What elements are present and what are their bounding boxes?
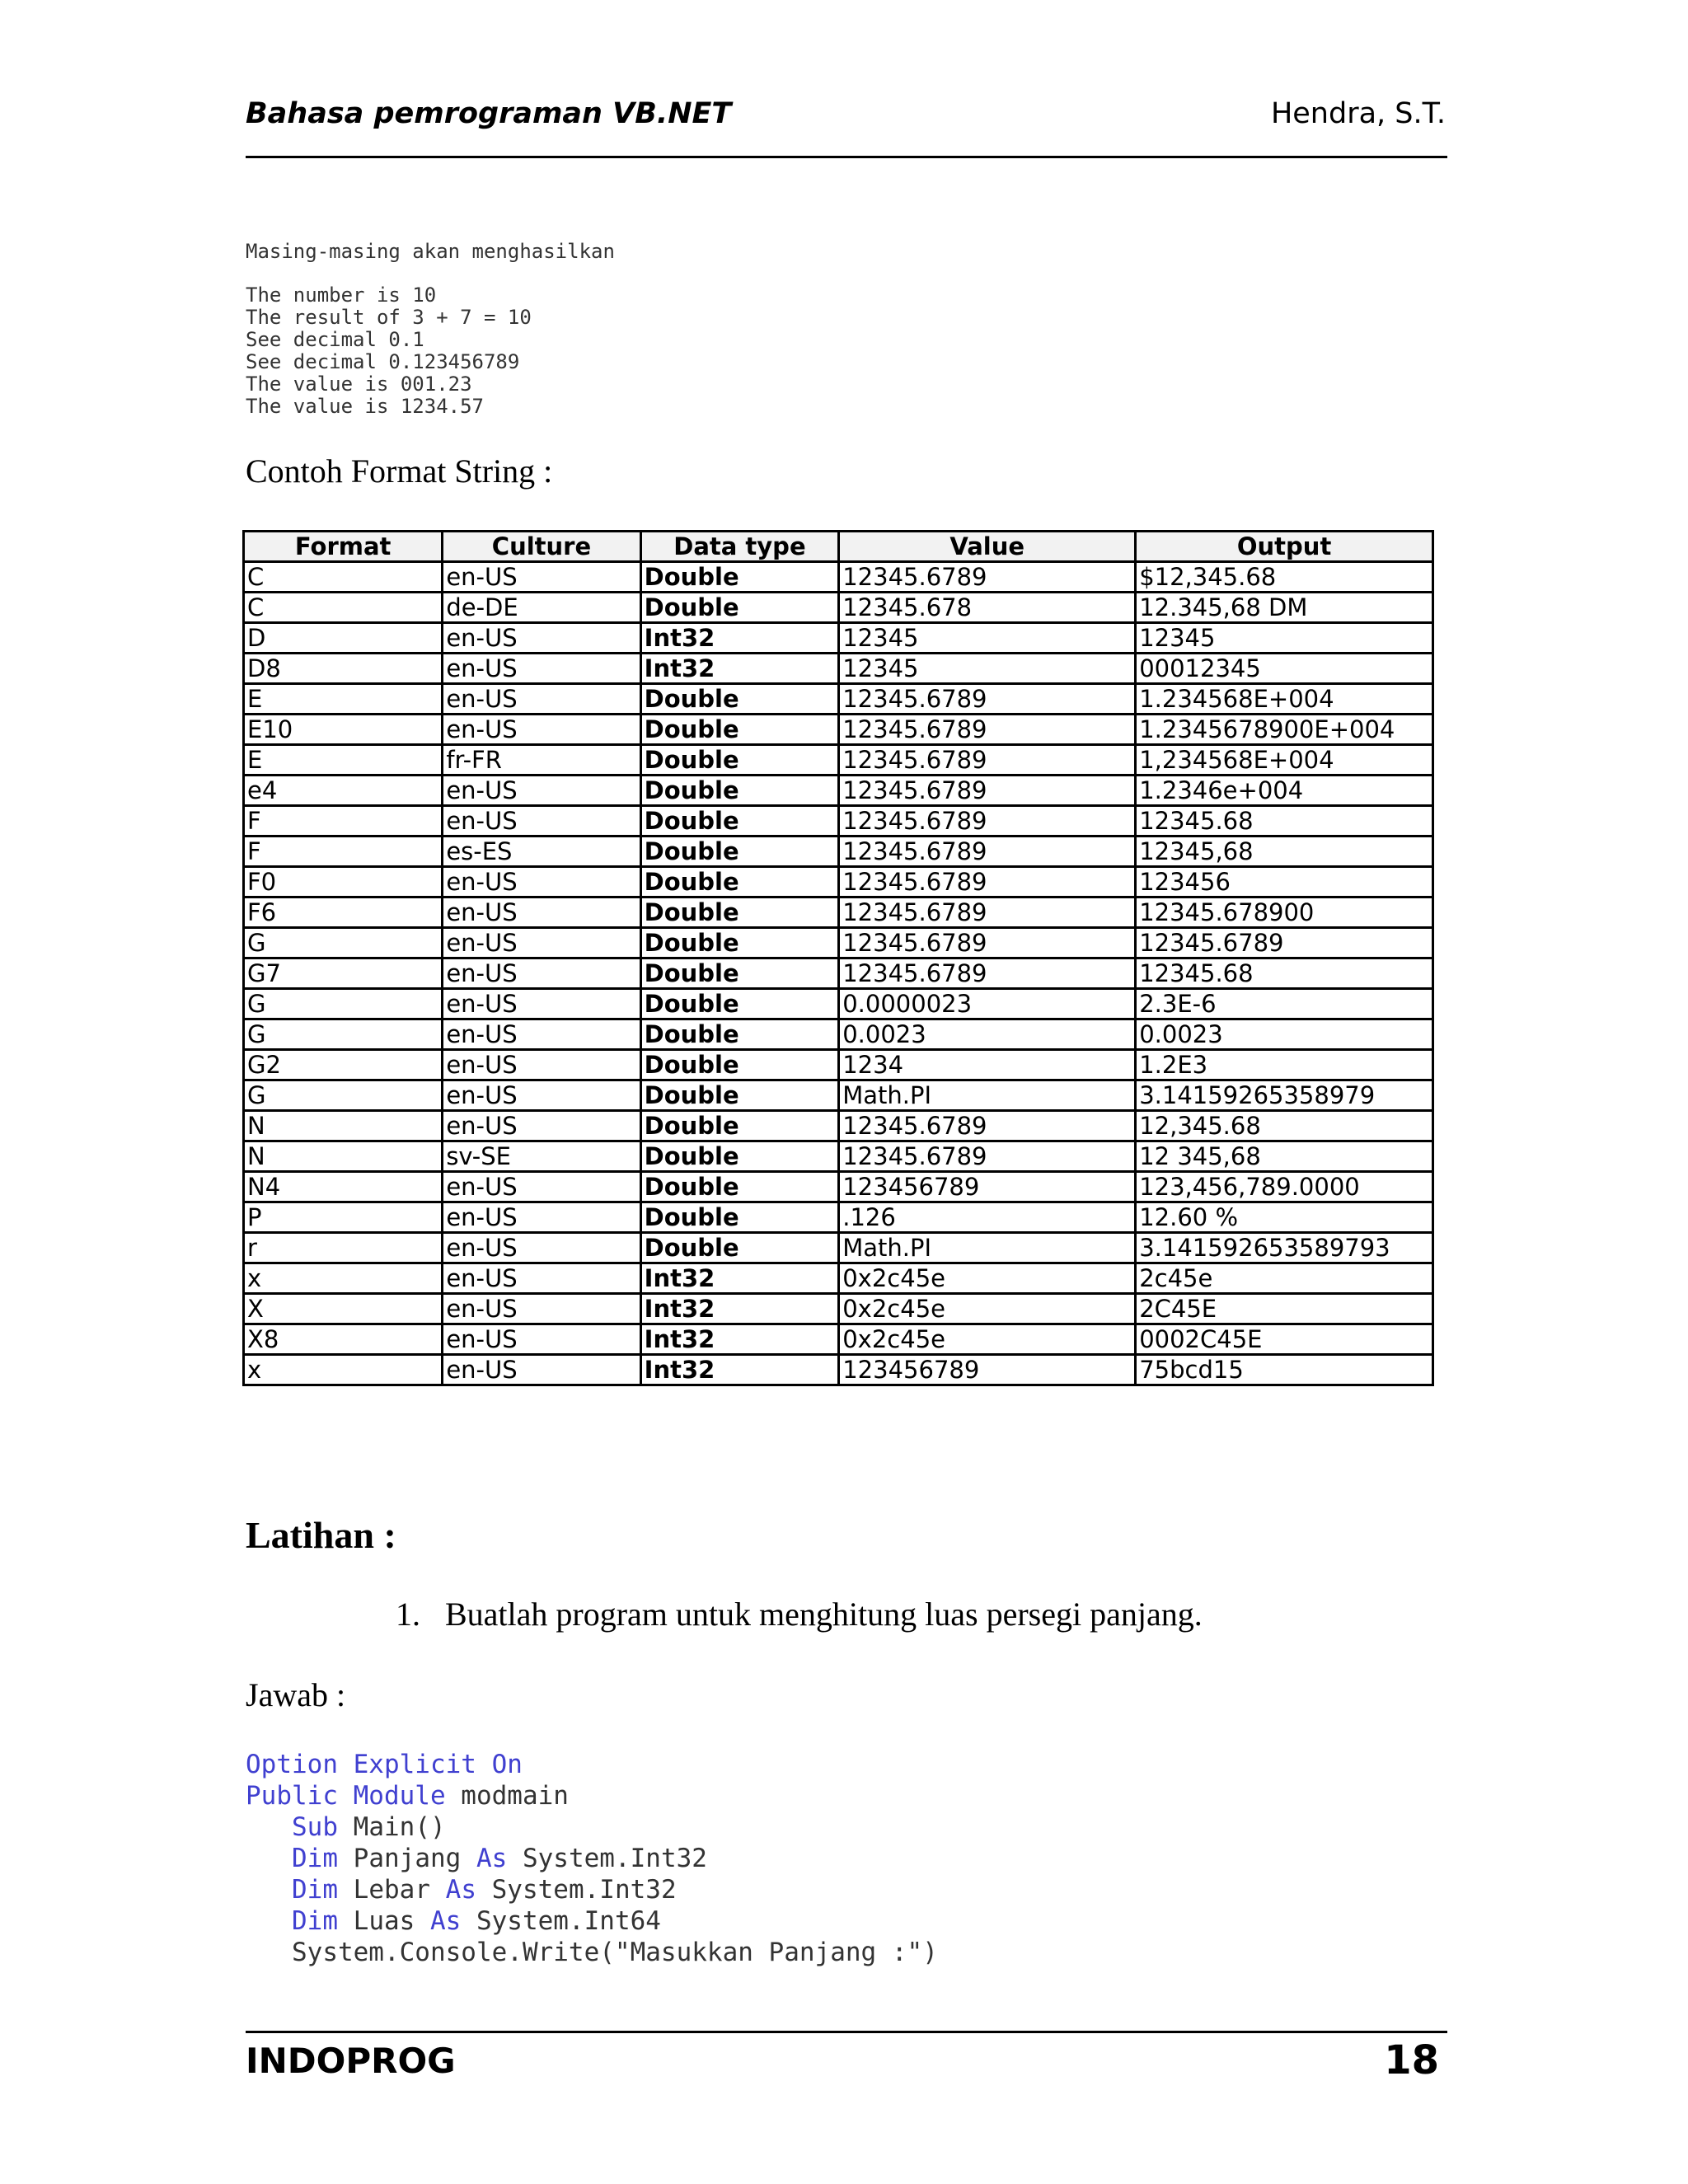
exercise-heading: Latihan : <box>246 1514 396 1556</box>
culture-cell: en-US <box>443 1050 640 1080</box>
table-row <box>244 684 1433 715</box>
culture-cell: en-US <box>443 1080 640 1111</box>
format-cell: X8 <box>244 1324 443 1355</box>
data-type-cell: Double <box>640 1050 839 1080</box>
table-row <box>244 989 1433 1019</box>
data-type-cell: Double <box>640 1080 839 1111</box>
output-cell: 123,456,789.0000 <box>1136 1172 1433 1202</box>
code-line <box>246 1874 938 1905</box>
output-line: The value is 1234.57 <box>246 395 484 418</box>
table-row <box>244 837 1433 867</box>
value-cell: 0x2c45e <box>839 1324 1136 1355</box>
code-text <box>246 1875 292 1905</box>
value-cell: 12345.6789 <box>839 1111 1136 1141</box>
table-row <box>244 1233 1433 1263</box>
output-cell: 3.14159265358979 <box>1136 1080 1433 1111</box>
value-cell: 12345.6789 <box>839 715 1136 745</box>
culture-cell: en-US <box>443 806 640 837</box>
value-cell: 12345.6789 <box>839 562 1136 593</box>
code-text: Main() <box>338 1812 446 1842</box>
format-cell: E <box>244 745 443 776</box>
output-line: The result of 3 + 7 = 10 <box>246 306 532 329</box>
data-type-cell: Int32 <box>640 1355 839 1385</box>
footer-publisher: INDOPROG <box>246 2041 456 2081</box>
value-cell: 12345.6789 <box>839 776 1136 806</box>
table-row <box>244 1172 1433 1202</box>
culture-cell: en-US <box>443 623 640 654</box>
output-cell: 1.234568E+004 <box>1136 684 1433 715</box>
table-row <box>244 806 1433 837</box>
output-cell: 12,345.68 <box>1136 1111 1433 1141</box>
column-header: Data type <box>640 532 839 562</box>
format-cell: P <box>244 1202 443 1233</box>
data-type-cell: Int32 <box>640 1324 839 1355</box>
output-cell: 12345,68 <box>1136 837 1433 867</box>
table-body <box>244 562 1433 1385</box>
output-cell: 12345.678900 <box>1136 898 1433 928</box>
data-type-cell: Double <box>640 958 839 989</box>
exercise-number: 1. <box>396 1596 420 1633</box>
format-cell: F <box>244 806 443 837</box>
table-row <box>244 1111 1433 1141</box>
data-type-cell: Double <box>640 593 839 623</box>
format-cell: N <box>244 1141 443 1172</box>
data-type-cell: Double <box>640 562 839 593</box>
format-string-table <box>242 530 1434 1386</box>
code-keyword: As <box>429 1906 462 1936</box>
data-type-cell: Int32 <box>640 1294 839 1324</box>
culture-cell: en-US <box>443 776 640 806</box>
culture-cell: en-US <box>443 867 640 898</box>
culture-cell: es-ES <box>443 837 640 867</box>
output-cell: 12345.68 <box>1136 806 1433 837</box>
output-cell: 1,234568E+004 <box>1136 745 1433 776</box>
table-row <box>244 1202 1433 1233</box>
intro-text: Masing-masing akan menghasilkan <box>246 240 615 263</box>
output-line: See decimal 0.1 <box>246 328 424 351</box>
code-keyword: As <box>476 1844 508 1873</box>
format-cell: F <box>244 837 443 867</box>
value-cell: Math.PI <box>839 1233 1136 1263</box>
output-cell: 1.2E3 <box>1136 1050 1433 1080</box>
culture-cell: en-US <box>443 562 640 593</box>
data-type-cell: Double <box>640 745 839 776</box>
output-cell: 12345 <box>1136 623 1433 654</box>
column-header: Format <box>244 532 443 562</box>
output-cell: $12,345.68 <box>1136 562 1433 593</box>
culture-cell: en-US <box>443 1172 640 1202</box>
code-keyword: Dim <box>292 1875 338 1905</box>
output-cell: 12345.68 <box>1136 958 1433 989</box>
data-type-cell: Double <box>640 867 839 898</box>
table-row <box>244 776 1433 806</box>
output-cell: 1.2346e+004 <box>1136 776 1433 806</box>
format-cell: r <box>244 1233 443 1263</box>
code-keyword: Sub <box>292 1812 338 1842</box>
output-cell: 2C45E <box>1136 1294 1433 1324</box>
culture-cell: de-DE <box>443 593 640 623</box>
value-cell: 1234 <box>839 1050 1136 1080</box>
data-type-cell: Double <box>640 837 839 867</box>
value-cell: .126 <box>839 1202 1136 1233</box>
table-row <box>244 1141 1433 1172</box>
document-title: Bahasa pemrograman VB.NET <box>246 97 732 130</box>
code-text: modmain <box>445 1781 569 1811</box>
value-cell: 12345.6789 <box>839 837 1136 867</box>
table-row <box>244 1355 1433 1385</box>
exercise-text: Buatlah program untuk menghitung luas persegi panjang. <box>445 1596 1203 1633</box>
code-text: System.Int32 <box>476 1875 677 1905</box>
data-type-cell: Double <box>640 1233 839 1263</box>
value-cell: 12345.6789 <box>839 928 1136 958</box>
column-header: Culture <box>443 532 640 562</box>
output-line: The value is 001.23 <box>246 373 472 396</box>
culture-cell: en-US <box>443 1355 640 1385</box>
column-header: Output <box>1136 532 1433 562</box>
code-line <box>246 1749 938 1780</box>
format-cell: D <box>244 623 443 654</box>
code-text: System.Console.Write("Masukkan Panjang :") <box>246 1938 938 1967</box>
code-text: Luas <box>338 1906 430 1936</box>
culture-cell: en-US <box>443 1202 640 1233</box>
culture-cell: en-US <box>443 1324 640 1355</box>
data-type-cell: Double <box>640 806 839 837</box>
format-cell: C <box>244 593 443 623</box>
value-cell: Math.PI <box>839 1080 1136 1111</box>
data-type-cell: Double <box>640 989 839 1019</box>
format-cell: N <box>244 1111 443 1141</box>
output-cell: 12345.6789 <box>1136 928 1433 958</box>
value-cell: 12345.678 <box>839 593 1136 623</box>
data-type-cell: Double <box>640 1172 839 1202</box>
code-line <box>246 1811 938 1843</box>
culture-cell: sv-SE <box>443 1141 640 1172</box>
value-cell: 123456789 <box>839 1172 1136 1202</box>
table-row <box>244 593 1433 623</box>
code-text: System.Int64 <box>461 1906 661 1936</box>
culture-cell: en-US <box>443 928 640 958</box>
format-cell: G <box>244 989 443 1019</box>
table-row <box>244 745 1433 776</box>
value-cell: 12345 <box>839 623 1136 654</box>
code-text: System.Int32 <box>507 1844 707 1873</box>
output-cell: 12 345,68 <box>1136 1141 1433 1172</box>
data-type-cell: Double <box>640 1141 839 1172</box>
data-type-cell: Double <box>640 1019 839 1050</box>
data-type-cell: Int32 <box>640 654 839 684</box>
table-row <box>244 654 1433 684</box>
value-cell: 0.0000023 <box>839 989 1136 1019</box>
code-keyword: Public Module <box>246 1781 446 1811</box>
table-row <box>244 715 1433 745</box>
code-line <box>246 1905 938 1937</box>
table-row <box>244 867 1433 898</box>
data-type-cell: Double <box>640 776 839 806</box>
culture-cell: en-US <box>443 989 640 1019</box>
format-section-heading: Contoh Format String : <box>246 452 553 490</box>
culture-cell: en-US <box>443 898 640 928</box>
page-header <box>246 97 1446 137</box>
format-cell: D8 <box>244 654 443 684</box>
exercise-list <box>396 1595 1203 1633</box>
output-cell: 75bcd15 <box>1136 1355 1433 1385</box>
value-cell: 12345.6789 <box>839 1141 1136 1172</box>
table-row <box>244 1019 1433 1050</box>
culture-cell: en-US <box>443 958 640 989</box>
value-cell: 12345.6789 <box>839 745 1136 776</box>
table-row <box>244 928 1433 958</box>
code-listing <box>246 1749 938 1968</box>
answer-label: Jawab : <box>246 1676 346 1713</box>
output-line: See decimal 0.123456789 <box>246 350 520 373</box>
data-type-cell: Int32 <box>640 623 839 654</box>
output-cell: 0002C45E <box>1136 1324 1433 1355</box>
code-keyword: As <box>445 1875 476 1905</box>
header-divider <box>246 156 1447 158</box>
value-cell: 12345 <box>839 654 1136 684</box>
culture-cell: en-US <box>443 654 640 684</box>
code-keyword: Option Explicit On <box>246 1750 523 1779</box>
data-type-cell: Double <box>640 898 839 928</box>
code-line <box>246 1937 938 1968</box>
format-cell: G <box>244 1080 443 1111</box>
table-row <box>244 1324 1433 1355</box>
format-cell: G7 <box>244 958 443 989</box>
output-cell: 0.0023 <box>1136 1019 1433 1050</box>
code-text <box>246 1906 292 1936</box>
format-cell: G2 <box>244 1050 443 1080</box>
code-line <box>246 1843 938 1874</box>
value-cell: 0.0023 <box>839 1019 1136 1050</box>
output-cell: 3.141592653589793 <box>1136 1233 1433 1263</box>
table-row <box>244 958 1433 989</box>
format-cell: G <box>244 928 443 958</box>
data-type-cell: Double <box>640 928 839 958</box>
format-cell: x <box>244 1263 443 1294</box>
output-line: The number is 10 <box>246 284 437 307</box>
table-header-row <box>244 532 1433 562</box>
output-cell: 1.2345678900E+004 <box>1136 715 1433 745</box>
table-row <box>244 1263 1433 1294</box>
culture-cell: en-US <box>443 1111 640 1141</box>
culture-cell: en-US <box>443 1233 640 1263</box>
table-row <box>244 1050 1433 1080</box>
code-text <box>246 1844 292 1873</box>
data-type-cell: Double <box>640 1202 839 1233</box>
value-cell: 123456789 <box>839 1355 1136 1385</box>
format-cell: G <box>244 1019 443 1050</box>
data-type-cell: Int32 <box>640 1263 839 1294</box>
culture-cell: fr-FR <box>443 745 640 776</box>
code-line <box>246 1780 938 1811</box>
footer-divider <box>246 2031 1447 2033</box>
format-cell: C <box>244 562 443 593</box>
value-cell: 12345.6789 <box>839 806 1136 837</box>
code-text <box>246 1812 292 1842</box>
value-cell: 12345.6789 <box>839 684 1136 715</box>
value-cell: 12345.6789 <box>839 867 1136 898</box>
exercise-item <box>396 1595 1203 1633</box>
culture-cell: en-US <box>443 1019 640 1050</box>
page-number: 18 <box>1384 2037 1439 2083</box>
culture-cell: en-US <box>443 684 640 715</box>
table-row <box>244 623 1433 654</box>
format-cell: e4 <box>244 776 443 806</box>
output-cell: 00012345 <box>1136 654 1433 684</box>
format-cell: X <box>244 1294 443 1324</box>
code-keyword: Dim <box>292 1844 338 1873</box>
output-cell: 12.345,68 DM <box>1136 593 1433 623</box>
format-cell: E <box>244 684 443 715</box>
data-type-cell: Double <box>640 715 839 745</box>
table-row <box>244 1294 1433 1324</box>
value-cell: 0x2c45e <box>839 1294 1136 1324</box>
output-cell: 12.60 % <box>1136 1202 1433 1233</box>
code-keyword: Dim <box>292 1906 338 1936</box>
output-results <box>246 284 532 418</box>
output-cell: 2.3E-6 <box>1136 989 1433 1019</box>
format-cell: F6 <box>244 898 443 928</box>
format-cell: F0 <box>244 867 443 898</box>
format-cell: x <box>244 1355 443 1385</box>
document-author: Hendra, S.T. <box>1270 97 1446 130</box>
table-row <box>244 562 1433 593</box>
output-cell: 2c45e <box>1136 1263 1433 1294</box>
output-cell: 123456 <box>1136 867 1433 898</box>
format-cell: N4 <box>244 1172 443 1202</box>
value-cell: 0x2c45e <box>839 1263 1136 1294</box>
culture-cell: en-US <box>443 1263 640 1294</box>
value-cell: 12345.6789 <box>839 898 1136 928</box>
culture-cell: en-US <box>443 1294 640 1324</box>
column-header: Value <box>839 532 1136 562</box>
table-row <box>244 1080 1433 1111</box>
table-row <box>244 898 1433 928</box>
format-cell: E10 <box>244 715 443 745</box>
value-cell: 12345.6789 <box>839 958 1136 989</box>
code-text: Panjang <box>338 1844 476 1873</box>
code-text: Lebar <box>338 1875 446 1905</box>
data-type-cell: Double <box>640 684 839 715</box>
culture-cell: en-US <box>443 715 640 745</box>
data-type-cell: Double <box>640 1111 839 1141</box>
